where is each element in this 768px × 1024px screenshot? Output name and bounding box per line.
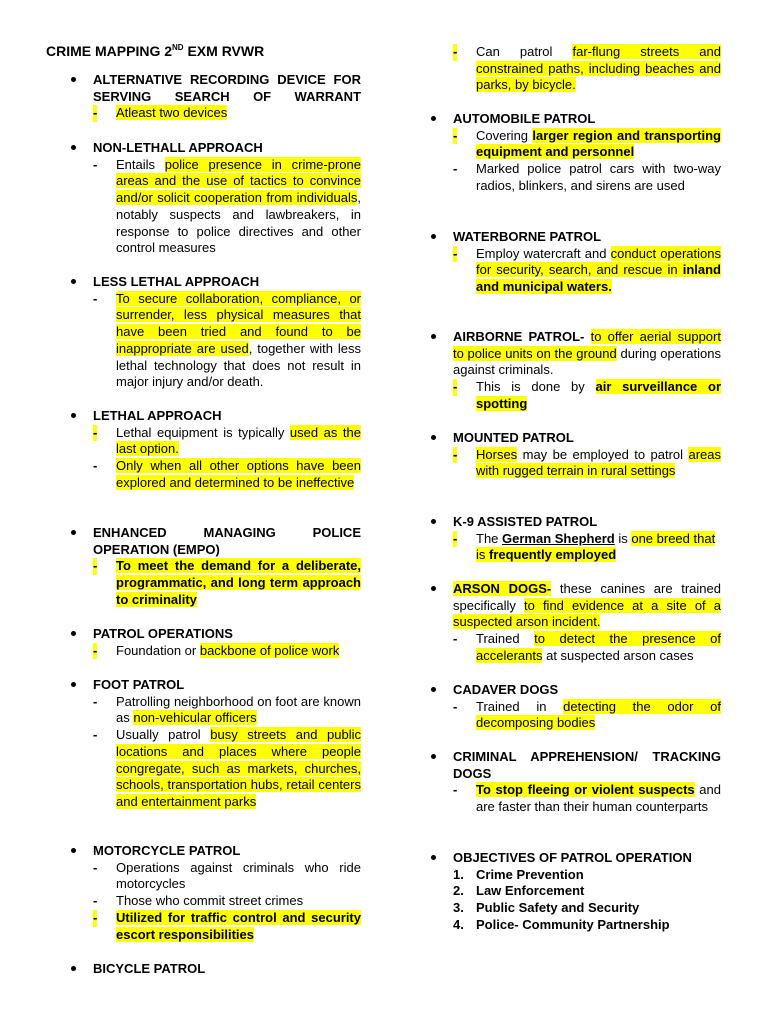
sub-item: - Trained to detect the presence of accelerants at suspected arson cases	[453, 631, 721, 663]
sub-item: - The German Shepherd is one breed that is frequently employed	[453, 530, 716, 563]
sub-item: - Utilized for traffic control and security escort responsibilities	[93, 909, 361, 942]
sub-item: - Usually patrol busy streets and public locations and places where people congregate, such as markets, churches, schools, transportation hubs, retail centers and entertainment parks	[93, 727, 361, 809]
sub-item: - This is done by air surveillance or spotting	[453, 379, 722, 411]
sub-item: - Entails police presence in crime-prone areas and the use of tactics to convince and/or solicit cooperation from individuals, notably suspects and lawbreakers, in response to police directives and other control measures	[93, 156, 361, 256]
sub-item: - Marked police patrol cars with two-way radios, blinkers, and sirens are used	[453, 161, 721, 193]
list-item: 2. Law Enforcement	[453, 883, 585, 899]
sub-item: - Covering larger region and transporting equipment and personnel	[453, 127, 721, 160]
sub-item: - Only when all other options have been explored and determined to be ineffective	[93, 458, 361, 490]
section-k9-assisted-patrol	[453, 514, 721, 564]
section-mounted-patrol	[453, 430, 721, 480]
section-airborne-patrol	[453, 329, 721, 413]
sub-item: - Operations against criminals who ride motorcycles	[93, 859, 361, 892]
section-waterborne-patrol	[453, 229, 721, 296]
document-title: CRIME MAPPING 2ND EXM RVWR	[46, 43, 265, 59]
section-heading: CADAVER DOGS	[453, 682, 721, 699]
section-less-lethal-approach	[93, 274, 361, 391]
section-heading: LETHAL APPROACH	[93, 408, 361, 425]
section-objectives-of-patrol-operation	[453, 850, 721, 934]
section-cadaver-dogs	[453, 682, 721, 732]
section-heading: MOTORCYCLE PATROL	[93, 843, 361, 860]
section-empo	[93, 525, 361, 609]
section-foot-patrol	[93, 677, 361, 811]
section-heading: WATERBORNE PATROL	[453, 229, 721, 246]
section-heading: ENHANCED MANAGING POLICE OPERATION (EMPO)	[93, 525, 361, 557]
section-non-lethal-approach	[93, 140, 361, 257]
sub-item: - Trained in detecting the odor of decomposing bodies	[453, 698, 722, 731]
section-heading: FOOT PATROL	[93, 677, 361, 694]
section-criminal-apprehension-dogs	[453, 749, 721, 816]
section-heading: CRIMINAL APPREHENSION/ TRACKING DOGS	[453, 749, 721, 781]
sub-item: - Horses may be employed to patrol areas with rugged terrain in rural settings	[453, 446, 721, 479]
section-motorcycle-patrol	[93, 843, 361, 943]
bicycle-patrol-continued	[453, 44, 721, 94]
section-heading: AUTOMOBILE PATROL	[453, 111, 721, 128]
sub-item: - To secure collaboration, compliance, or surrender, less physical measures that have been tried and found to be inappropriate are used, together with less lethal technology that does not result in major injury and/or death.	[93, 290, 361, 390]
section-bicycle-patrol	[93, 961, 361, 978]
section-heading: ALTERNATIVE RECORDING DEVICE FOR SERVING SEARCH OF WARRANT	[93, 72, 361, 104]
sub-item: - Employ watercraft and conduct operations for security, search, and rescue in inland and municipal waters.	[453, 245, 721, 295]
section-alternative-recording-device	[93, 72, 361, 122]
list-item: 4. Police- Community Partnership	[453, 916, 670, 932]
sub-item: - To stop fleeing or violent suspects and are faster than their human counterparts	[453, 782, 721, 815]
section-heading: LESS LETHAL APPROACH	[93, 274, 361, 291]
sub-item: - Foundation or backbone of police work	[93, 642, 340, 658]
section-lethal-approach	[93, 408, 361, 492]
sub-item: - Can patrol far-flung streets and constrained paths, including beaches and parks, by bicycle.	[453, 44, 721, 93]
sub-item: - Patrolling neighborhood on foot are known as non-vehicular officers	[93, 693, 361, 726]
section-heading: ARSON DOGS- these canines are trained specifically to find evidence at a site of a suspected arson incident.	[453, 581, 722, 630]
section-heading: OBJECTIVES OF PATROL OPERATION	[453, 850, 721, 867]
sub-item: - To meet the demand for a deliberate, programmatic, and long term approach to criminality	[93, 558, 361, 607]
sub-item: - Lethal equipment is typically used as the last option.	[93, 424, 361, 457]
section-automobile-patrol	[453, 111, 721, 195]
section-arson-dogs	[453, 581, 721, 665]
section-heading: BICYCLE PATROL	[93, 961, 361, 978]
list-item: 1. Crime Prevention	[453, 866, 584, 882]
section-heading: MOUNTED PATROL	[453, 430, 721, 447]
section-heading: NON-LETHALL APPROACH	[93, 140, 361, 157]
sub-item: - Atleast two devices	[93, 105, 228, 121]
section-heading: AIRBORNE PATROL- to offer aerial support to police units on the ground during operations against criminals.	[453, 329, 722, 378]
section-patrol-operations	[93, 626, 361, 659]
section-heading: PATROL OPERATIONS	[93, 626, 361, 643]
section-heading: K-9 ASSISTED PATROL	[453, 514, 721, 531]
sub-item: - Those who commit street crimes	[93, 893, 304, 909]
list-item: 3. Public Safety and Security	[453, 900, 640, 916]
